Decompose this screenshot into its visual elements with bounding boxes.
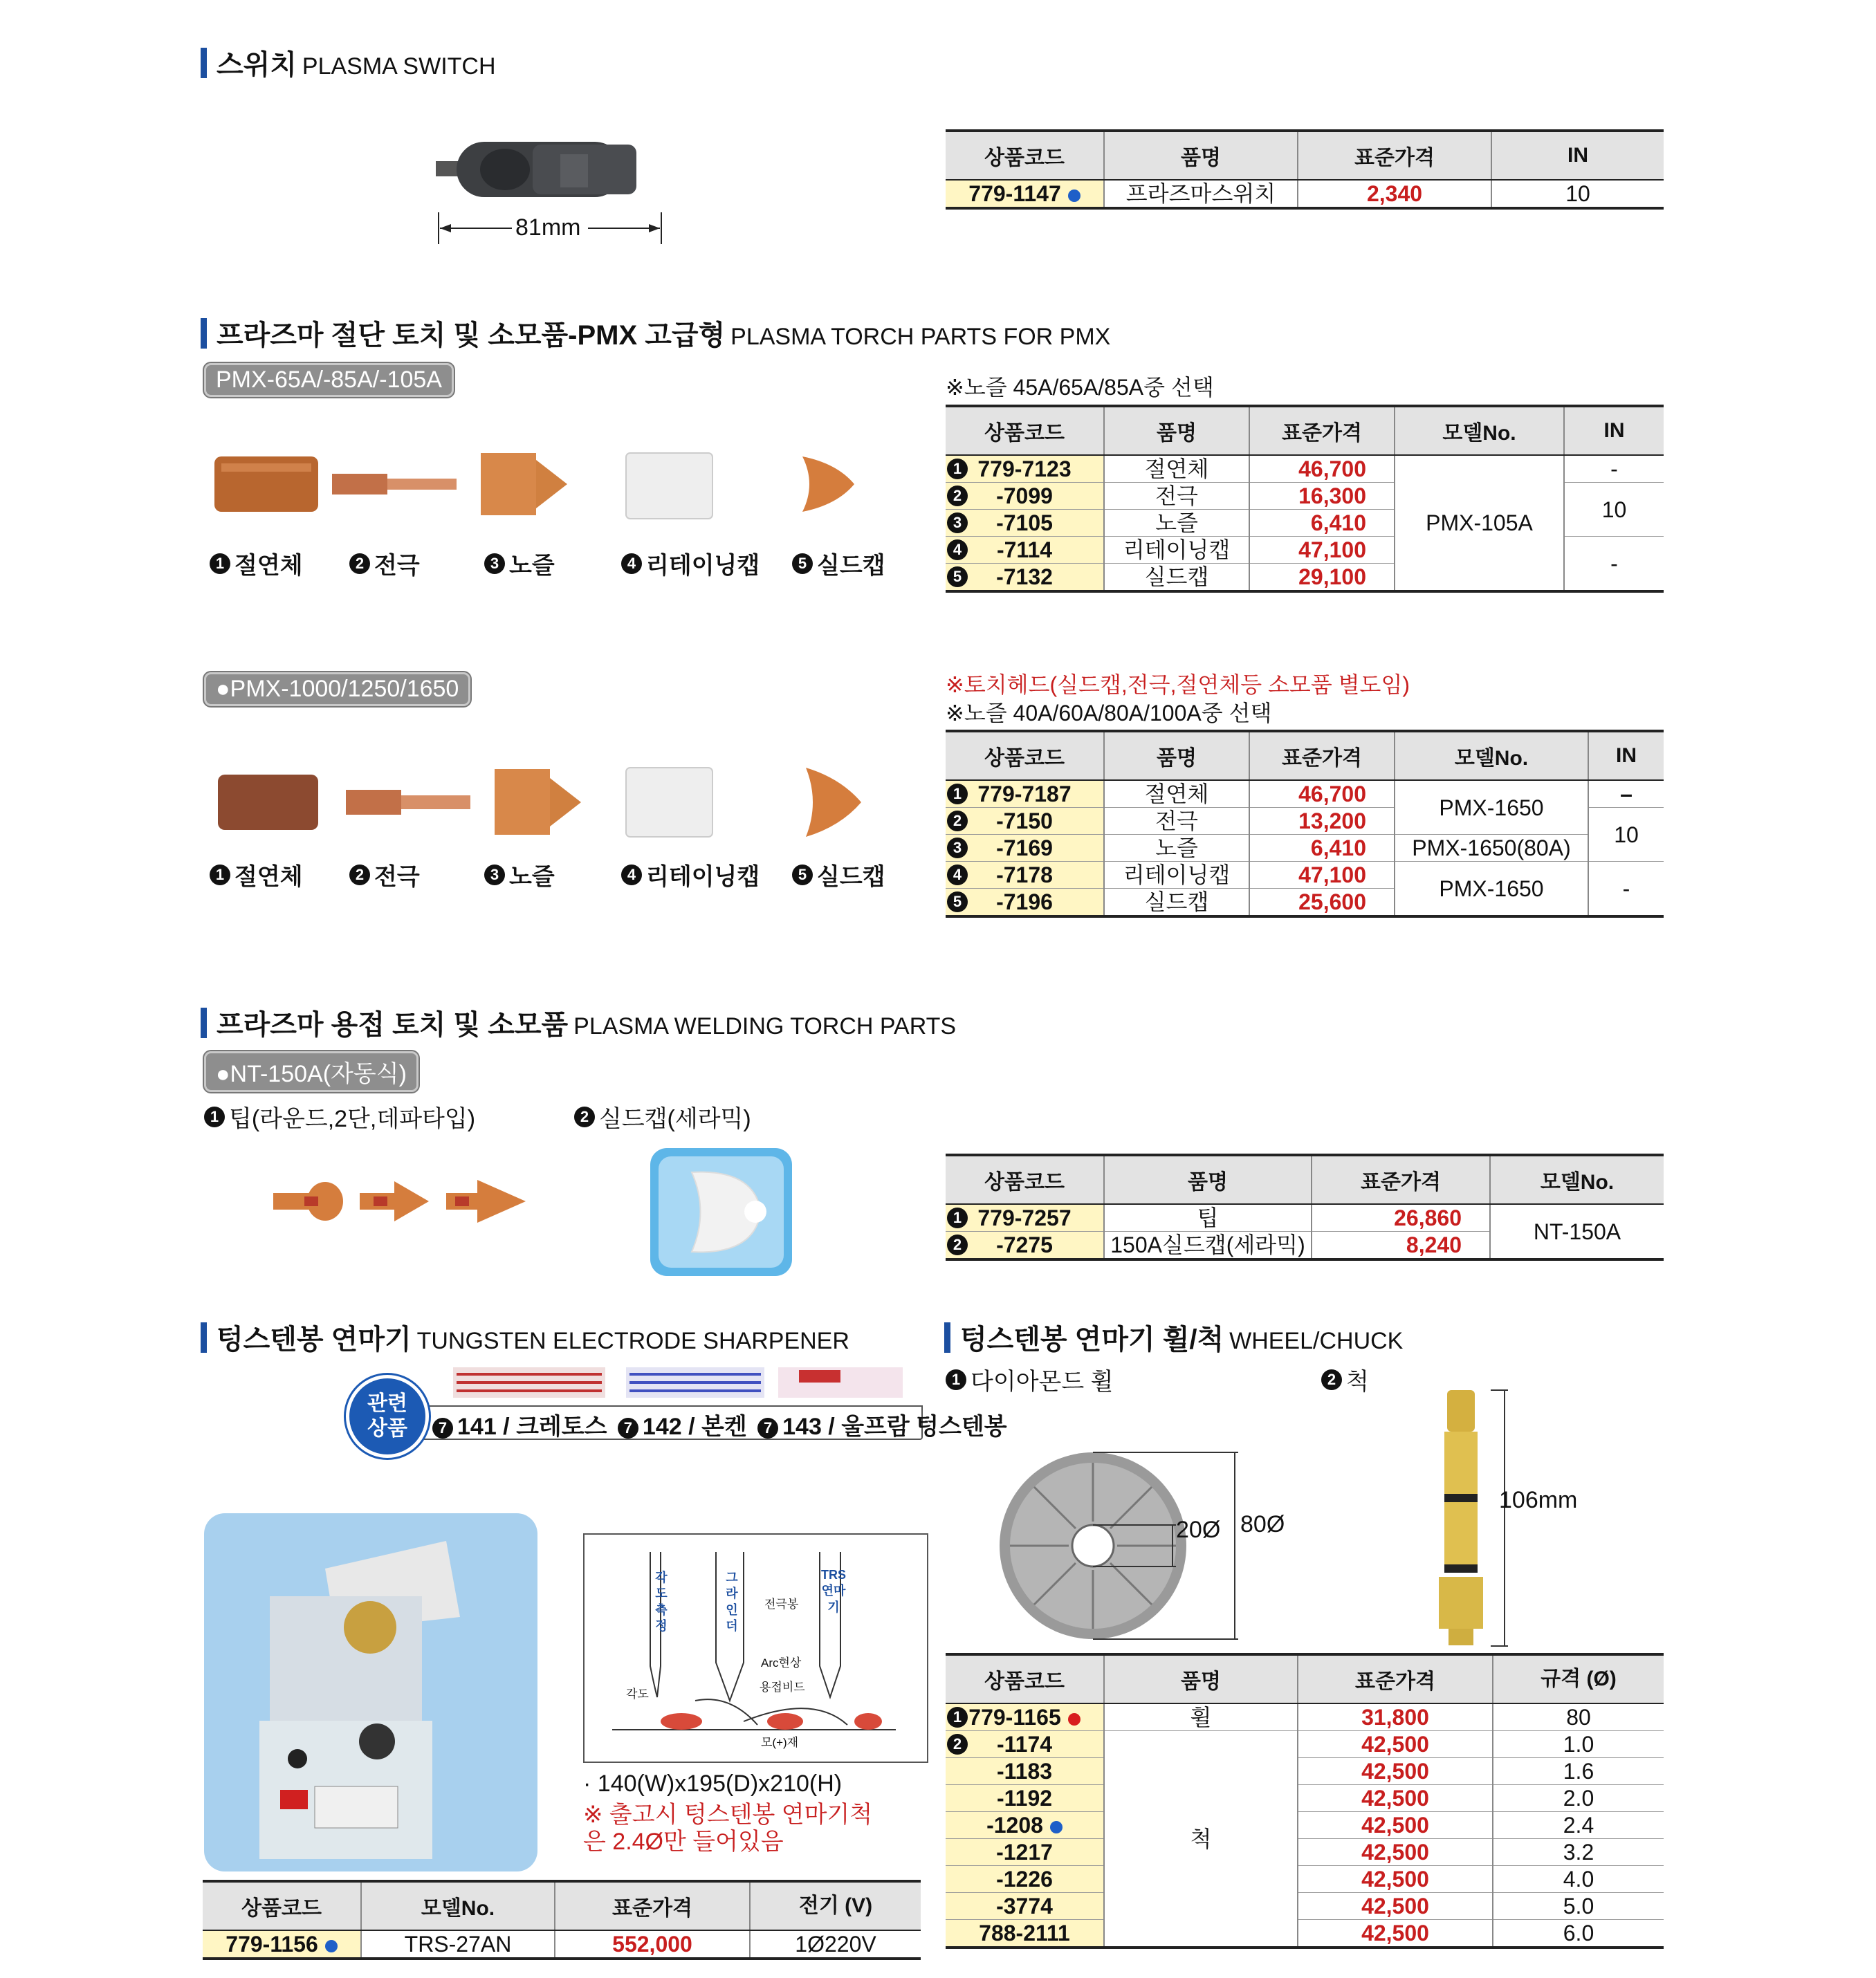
diagram-label-base: 모(+)재 [761, 1736, 799, 1749]
part-label: 3 노즐 [484, 546, 555, 580]
table-row: 1 779-7257 팁 26,860 NT-150A [946, 1204, 1664, 1232]
model-cell: PMX-105A [1395, 455, 1564, 591]
table-row: 788-2111 42,500 6.0 [946, 1920, 1664, 1948]
section-title-ko: 프라즈마 용접 토치 및 소모품 [217, 1010, 569, 1040]
table-row: 2 -7275 150A실드캡(세라믹) 8,240 [946, 1232, 1664, 1260]
col-header: 품명 [1104, 1155, 1312, 1204]
table-row: 3 -7169 노즐 6,410 PMX-1650(80A) [946, 835, 1664, 862]
diagram-col-angle: 각도측정 [655, 1571, 668, 1634]
col-header: 품명 [1104, 1654, 1298, 1703]
sharpener-spec: · 140(W)x195(D)x210(H) [583, 1771, 843, 1797]
col-header: 규격 (Ø) [1493, 1654, 1664, 1703]
red-dot-icon [1068, 1713, 1080, 1726]
section-title-wheel [944, 1318, 1403, 1357]
chuck-length-dim: 106mm [1499, 1487, 1578, 1513]
col-header: IN [1564, 406, 1664, 455]
table-row: 2 -1174 척 42,500 1.0 [946, 1731, 1664, 1758]
table-row: 4 -7178 리테이닝캡 47,100 PMX-1650 - [946, 862, 1664, 889]
table-row: -1208 42,500 2.4 [946, 1812, 1664, 1839]
part-label: 5 실드캡 [792, 546, 885, 580]
product-in: 10 [1491, 180, 1664, 208]
col-header: 모델No. [1490, 1155, 1664, 1204]
sharpening-diagram-drawing [585, 1535, 924, 1759]
part-label: 1 절연체 [210, 546, 303, 580]
model-tag-pmx65: PMX-65A/-85A/-105A [204, 363, 454, 397]
section-title-ko: 텅스텐봉 연마기 [217, 1324, 412, 1355]
diagram-label-angle: 각도 [626, 1688, 649, 1701]
diamond-wheel-image [996, 1449, 1259, 1643]
col-header: 품명 [1104, 131, 1298, 180]
blue-dot-icon [325, 1940, 338, 1952]
torch-head-note: ※토치헤드(실드캡,전극,절연체등 소모품 별도임) [946, 672, 1410, 697]
pmx1000-parts-image [208, 761, 899, 844]
product-name: 프라즈마스위치 [1104, 180, 1298, 208]
diagram-col-trs: TRS연마기 [821, 1568, 846, 1614]
col-header: 표준가격 [1298, 131, 1491, 180]
part-label: 2 전극 [349, 546, 420, 580]
product-code: 779-1147 [946, 180, 1104, 208]
table-row: 1 779-7123 절연체 46,700 PMX-105A - [946, 455, 1664, 483]
wheel-inner-dim: 20Ø [1176, 1517, 1221, 1543]
section-bar [944, 1322, 950, 1353]
section-title-en: PLASMA SWITCH [302, 53, 496, 80]
sharpener-table [203, 1880, 921, 1960]
section-title-en: TUNGSTEN ELECTRODE SHARPENER [416, 1328, 849, 1354]
section-title-en: PLASMA WELDING TORCH PARTS [573, 1013, 957, 1039]
related-rods-image [453, 1366, 903, 1402]
part-label: 1 절연체 [210, 858, 303, 891]
col-header: 표준가격 [1249, 406, 1395, 455]
section-title-switch [201, 43, 496, 82]
col-header: 모델No. [1395, 731, 1588, 780]
col-header: 상품코드 [946, 731, 1104, 780]
diagram-label-electrode: 전극봉 [764, 1598, 799, 1611]
col-header: 품명 [1104, 731, 1249, 780]
blue-dot-icon [1050, 1821, 1063, 1833]
col-header: 표준가격 [1298, 1654, 1493, 1703]
table-row: 779-1156 TRS-27AN 552,000 1Ø220V [203, 1930, 921, 1959]
table-row: -1226 42,500 4.0 [946, 1866, 1664, 1893]
section-title-ko: 스위치 [217, 50, 297, 80]
wheel-chuck-table [946, 1653, 1664, 1949]
table-row: -1217 42,500 3.2 [946, 1839, 1664, 1866]
table-row: 2 -7150 전극 13,200 10 [946, 808, 1664, 835]
sharpener-note: ※ 출고시 텅스텐봉 연마기척은 2.4Ø만 들어있음 [583, 1802, 873, 1856]
part-label: 1 다이아몬드 휠 [946, 1362, 1114, 1396]
section-bar [201, 48, 207, 78]
model-tag-pmx1000: ●PMX-1000/1250/1650 [204, 672, 470, 706]
col-header: 모델No. [1395, 406, 1564, 455]
table-row: 4 -7114 리테이닝캡 47,100 - [946, 537, 1664, 564]
pmx65-table [946, 405, 1664, 593]
wheel-outer-dim: 80Ø [1240, 1511, 1285, 1537]
section-title-en: PLASMA TORCH PARTS FOR PMX [730, 324, 1111, 350]
table-row: 1 779-1165 휠 31,800 80 [946, 1703, 1664, 1731]
col-header: 표준가격 [1312, 1155, 1490, 1204]
section-title-pmx [201, 313, 1110, 353]
part-label: 3 노즐 [484, 858, 555, 891]
col-header: 표준가격 [1249, 731, 1395, 780]
section-bar [201, 318, 207, 349]
nt150-tip-image [270, 1169, 533, 1231]
col-header: IN [1588, 731, 1664, 780]
diagram-label-arc: Arc현상 [761, 1656, 802, 1670]
table-row: 2 -7099 전극 16,300 10 [946, 483, 1664, 510]
table-row: 3 -7105 노즐 6,410 [946, 510, 1664, 537]
col-header: 전기 (V) [750, 1881, 921, 1930]
col-header: 상품코드 [946, 1155, 1104, 1204]
diagram-col-grinder: 그라인더 [726, 1571, 738, 1634]
chuck-image [1418, 1383, 1508, 1649]
col-header: 상품코드 [203, 1881, 361, 1930]
related-products-badge: 관련 상품 [346, 1375, 429, 1458]
switch-dimension: 81mm [515, 214, 581, 241]
col-header: 모델No. [361, 1881, 555, 1930]
part-label: 1 팁(라운드,2단,데파타입) [204, 1100, 475, 1134]
col-header: 표준가격 [555, 1881, 750, 1930]
diagram-label-bead: 용접비드 [760, 1681, 805, 1694]
part-label: 2 척 [1321, 1362, 1369, 1396]
related-products-list: 7 141 / 크레토스 7 142 / 본켄 7 143 / 울프람 텅스텐봉 [432, 1407, 1007, 1441]
col-header: 품명 [1104, 406, 1249, 455]
nozzle-note: ※노즐 45A/65A/85A중 선택 [946, 375, 1214, 400]
pmx65-parts-image [208, 443, 899, 526]
table-row: -1183 42,500 1.6 [946, 1758, 1664, 1785]
part-label: 4 리테이닝캡 [621, 858, 760, 891]
table-row: 1 779-7187 절연체 46,700 PMX-1650 – [946, 780, 1664, 808]
col-header: 상품코드 [946, 406, 1104, 455]
pmx1000-table [946, 730, 1664, 918]
section-title-welding [201, 1003, 956, 1042]
col-header: 상품코드 [946, 131, 1104, 180]
product-price: 2,340 [1298, 180, 1491, 208]
section-title-sharpener [201, 1318, 849, 1357]
part-label: 4 리테이닝캡 [621, 546, 760, 580]
table-row: 5 -7132 실드캡 29,100 [946, 564, 1664, 592]
nozzle-note: ※노즐 40A/60A/80A/100A중 선택 [946, 701, 1272, 725]
sharpener-machine-image [204, 1513, 537, 1871]
blue-dot-icon [1068, 190, 1080, 202]
section-title-en: WHEEL/CHUCK [1229, 1328, 1404, 1354]
section-title-ko: 텅스텐봉 연마기 휠/척 [960, 1324, 1224, 1355]
section-bar [201, 1322, 207, 1353]
part-label: 2 실드캡(세라믹) [574, 1100, 751, 1134]
col-header: 상품코드 [946, 1654, 1104, 1703]
part-label: 2 전극 [349, 858, 420, 891]
section-title-ko: 프라즈마 절단 토치 및 소모품-PMX 고급형 [217, 320, 726, 351]
ceramic-shield-cap-image [650, 1148, 792, 1276]
nt150-table [946, 1154, 1664, 1261]
col-header: IN [1491, 131, 1664, 180]
table-row [946, 180, 1664, 208]
part-label: 5 실드캡 [792, 858, 885, 891]
plasma-switch-image [429, 135, 664, 211]
switch-table [946, 129, 1664, 210]
table-row: -3774 42,500 5.0 [946, 1893, 1664, 1920]
table-row: 5 -7196 실드캡 25,600 [946, 889, 1664, 917]
section-bar [201, 1008, 207, 1038]
model-tag-nt150: ●NT-150A(자동식) [204, 1051, 419, 1092]
table-row: -1192 42,500 2.0 [946, 1785, 1664, 1812]
